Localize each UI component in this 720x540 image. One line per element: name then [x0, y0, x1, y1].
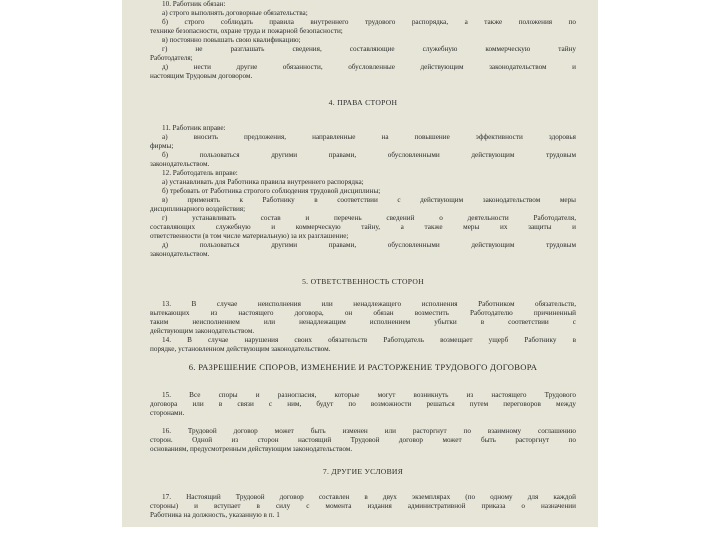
- paragraph-line: 12. Работодатель вправе:: [162, 169, 238, 177]
- paragraph-line: технике безопасности, охране труда и пожарной безопасности;: [150, 27, 343, 35]
- document-page: [122, 0, 598, 527]
- paragraph-line: в) применять к Работнику в соответствии с действующим законодательством меры: [162, 196, 576, 204]
- paragraph-line: г) не разглашать сведения, составляющие служебную коммерческую тайну: [162, 45, 576, 53]
- paragraph-line: законодательством.: [150, 160, 210, 168]
- section-heading: 5. ОТВЕТСТВЕННОСТЬ СТОРОН: [302, 277, 424, 286]
- paragraph-line: действующим законодательством.: [150, 327, 255, 335]
- paragraph-line: вытекающих из настоящего договора, он обязан возместить Работодателю причиненный: [150, 309, 576, 317]
- paragraph-line: основаниям, предусмотренным действующим законодательством.: [150, 445, 353, 453]
- paragraph-line: д) пользоваться другими правами, обусловленными действующим трудовым: [162, 241, 576, 249]
- paragraph-line: 13. В случае неисполнения или ненадлежащего исполнения Работником обязательств,: [162, 300, 576, 308]
- paragraph-line: б) требовать от Работника строгого соблюдения трудовой дисциплины;: [162, 187, 381, 195]
- paragraph-line: Работодателя;: [150, 54, 193, 62]
- paragraph-line: таким неисполнением или ненадлежащим исполнением убытки в соответствии с: [150, 318, 576, 326]
- paragraph-line: 11. Работник вправе:: [162, 124, 226, 132]
- paragraph-line: составляющих служебную и коммерческую тайну, а также меры их защиты и: [150, 223, 576, 231]
- section-heading: 6. РАЗРЕШЕНИЕ СПОРОВ, ИЗМЕНЕНИЕ И РАСТОРЖЕНИЕ ТРУДОВОГО ДОГОВОРА: [188, 363, 538, 372]
- paragraph-line: 17. Настоящий Трудовой договор составлен в двух экземплярах (по одному для каждой: [162, 493, 576, 501]
- paragraph-line: а) строго выполнять договорные обязательства;: [162, 9, 308, 17]
- paragraph-line: фирмы;: [150, 142, 174, 150]
- paragraph-line: г) устанавливать состав и перечень сведений о деятельности Работодателя,: [162, 214, 576, 222]
- paragraph-line: порядке, установленном действующим законодательством.: [150, 345, 331, 353]
- paragraph-line: договора или в связи с ним, будут по возможности решаться путем переговоров между: [150, 400, 576, 408]
- paragraph-line: дисциплинарного воздействия;: [150, 205, 246, 213]
- section-heading: 4. ПРАВА СТОРОН: [328, 98, 398, 107]
- paragraph-line: сторонами.: [150, 409, 185, 417]
- paragraph-line: а) устанавливать для Работника правила внутреннего распорядка;: [162, 178, 364, 186]
- paragraph-line: б) пользоваться другими правами, обусловленными действующим трудовым: [162, 151, 576, 159]
- paragraph-line: стороны) и вступает в силу с момента издания административной приказа о назначении: [150, 502, 576, 510]
- paragraph-line: 15. Все споры и разногласия, которые могут возникнуть из настоящего Трудового: [162, 391, 576, 399]
- paragraph-line: 10. Работник обязан:: [162, 0, 226, 8]
- paragraph-line: настоящим Трудовым договором.: [150, 72, 253, 80]
- paragraph-line: законодательством.: [150, 250, 210, 258]
- paragraph-line: 14. В случае нарушения своих обязательств Работодатель возмещает ущерб Работнику в: [162, 336, 576, 344]
- paragraph-line: сторон. Одной из сторон настоящий Трудовой договор может быть расторгнут по: [150, 436, 576, 444]
- paragraph-line: ответственности (в том числе материальную) за их разглашение;: [150, 232, 349, 240]
- paragraph-line: б) строго соблюдать правила внутреннего трудового распорядка, а также положения по: [162, 18, 576, 26]
- paragraph-line: а) вносить предложения, направленные на повышение эффективности здоровья: [162, 133, 576, 141]
- paragraph-line: д) нести другие обязанности, обусловленные действующим законодательством и: [162, 63, 576, 71]
- paragraph-line: Работника на должность, указанную в п. 1: [150, 511, 280, 519]
- paragraph-line: в) постоянно повышать свою квалификацию;: [162, 36, 301, 44]
- paragraph-line: 16. Трудовой договор может быть изменен или расторгнут по взаимному соглашению: [162, 427, 576, 435]
- section-heading: 7. ДРУГИЕ УСЛОВИЯ: [322, 467, 404, 476]
